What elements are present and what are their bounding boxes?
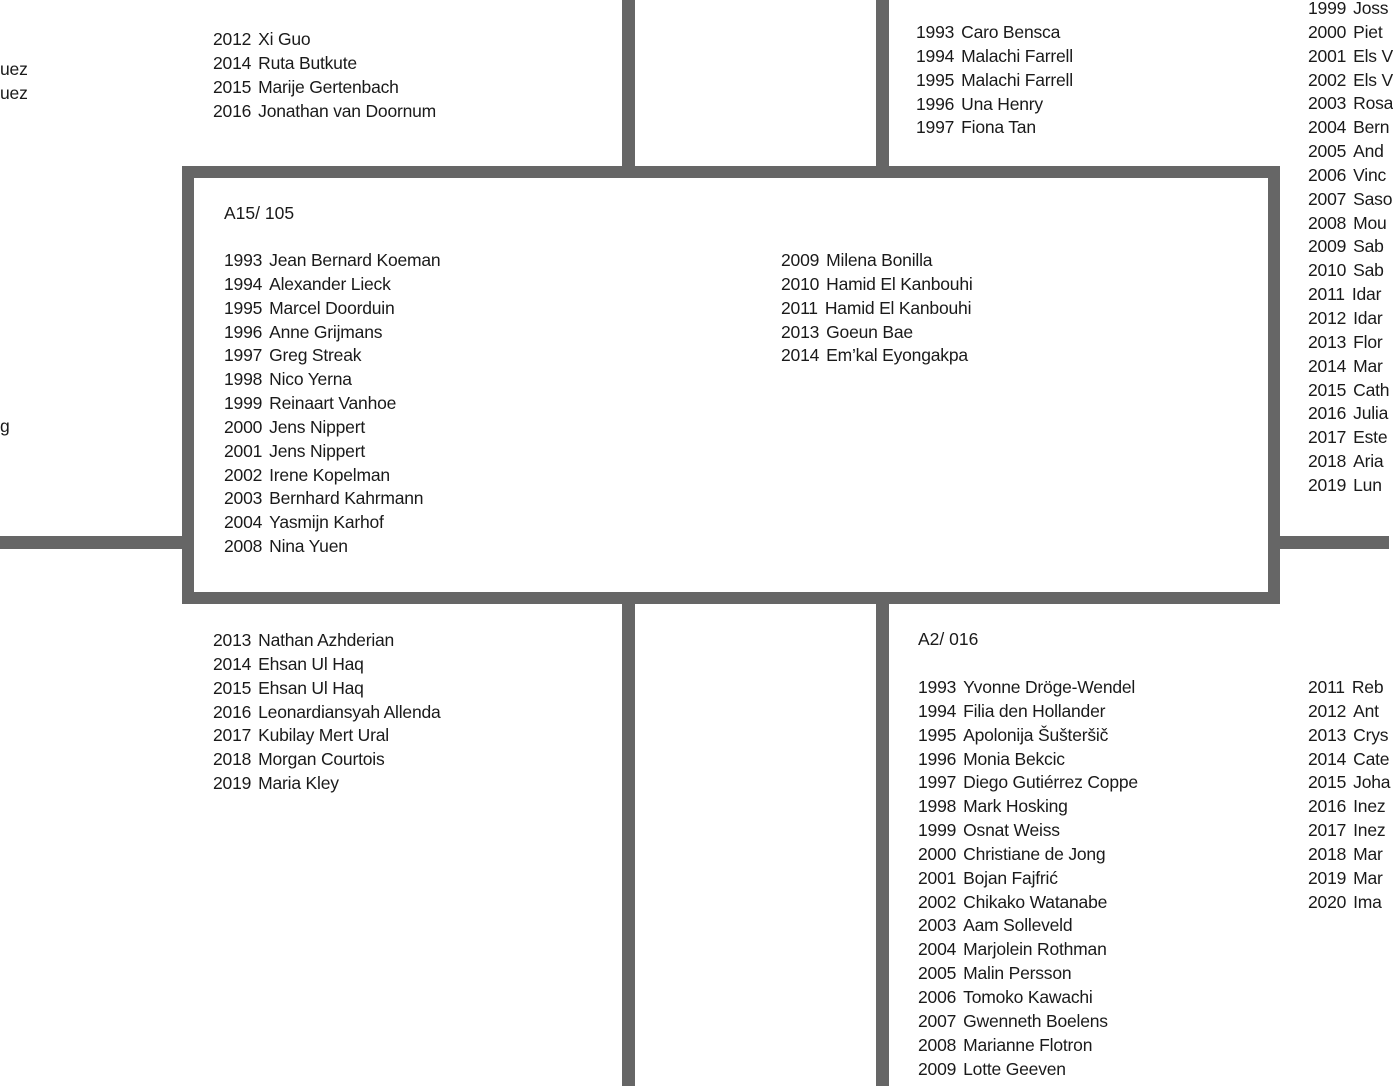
- list-entry: [918, 986, 1138, 1010]
- list-entry: [918, 771, 1138, 795]
- entry-name: Inez: [1353, 820, 1386, 841]
- entry-name: Inez: [1353, 796, 1386, 817]
- entry-name: Maria Kley: [258, 773, 339, 794]
- list-entry: [224, 440, 440, 464]
- list-entry: [213, 772, 441, 796]
- list-entry: [781, 249, 973, 273]
- list-entry: [918, 1010, 1138, 1034]
- entry-year: 2015: [1308, 379, 1347, 400]
- entry-year: 2004: [224, 512, 263, 533]
- entry-year: 2012: [1308, 700, 1347, 721]
- entry-year: 2003: [918, 915, 957, 936]
- list-entry: [213, 76, 436, 100]
- entry-year: 2004: [1308, 117, 1347, 138]
- entry-name: Kubilay Mert Ural: [258, 725, 389, 746]
- entry-name: Crys: [1353, 724, 1389, 745]
- entry-year: 2017: [213, 725, 252, 746]
- list-entry: [1308, 771, 1390, 795]
- wall-horizontal-right: [1272, 536, 1389, 549]
- entry-year: 2009: [918, 1058, 957, 1079]
- list-entry: [224, 297, 440, 321]
- list-entry: [1308, 450, 1393, 474]
- entry-name: Goeun Bae: [826, 321, 913, 342]
- entry-year: 2000: [918, 843, 957, 864]
- entry-name: Rosa: [1353, 93, 1393, 114]
- entry-year: 1998: [918, 796, 957, 817]
- entry-name: Lotte Geeven: [963, 1058, 1066, 1079]
- entry-name: Mar: [1353, 355, 1383, 376]
- list-entry: [224, 368, 440, 392]
- entry-name: Yasmijn Karhof: [269, 512, 384, 533]
- list-entry: [1308, 92, 1393, 116]
- entry-year: 2019: [1308, 474, 1347, 495]
- bottom-left-residents-list: [213, 629, 441, 796]
- entry-name: Reb: [1351, 677, 1384, 697]
- list-entry: [918, 748, 1138, 772]
- entry-name: Irene Kopelman: [269, 464, 390, 485]
- list-entry: [1308, 116, 1393, 140]
- list-entry: [918, 867, 1138, 891]
- entry-name: Aria: [1353, 451, 1384, 472]
- entry-year: 2013: [1308, 331, 1347, 352]
- entry-name: Xi Guo: [258, 29, 311, 49]
- list-entry: [224, 344, 440, 368]
- entry-year: 1995: [224, 297, 263, 318]
- entry-name: Bernhard Kahrmann: [269, 488, 424, 509]
- entry-year: 2011: [1308, 677, 1345, 697]
- list-entry: [918, 795, 1138, 819]
- entry-year: 2018: [213, 749, 252, 770]
- entry-year: 2002: [1308, 69, 1347, 90]
- list-entry: [1308, 69, 1393, 93]
- list-entry: [1308, 474, 1393, 498]
- entry-year: 2012: [1308, 307, 1347, 328]
- list-entry: [1308, 748, 1390, 772]
- top-right-residents-list: [1308, 0, 1393, 498]
- entry-year: 2006: [1308, 164, 1347, 185]
- list-entry: [1308, 843, 1390, 867]
- entry-name: Tomoko Kawachi: [963, 986, 1093, 1007]
- list-entry: [918, 1058, 1138, 1082]
- wall-horizontal-left: [0, 536, 190, 549]
- list-entry: [1308, 45, 1393, 69]
- entry-name: Nathan Azhderian: [258, 630, 395, 650]
- entry-year: 2012: [213, 29, 252, 49]
- list-entry: [916, 116, 1073, 140]
- list-entry: [1308, 795, 1390, 819]
- entry-year: 2001: [1308, 45, 1347, 66]
- entry-year: 2011: [1308, 284, 1345, 305]
- list-entry: [916, 21, 1073, 45]
- list-entry: [1308, 283, 1393, 307]
- entry-name: Ant: [1353, 700, 1379, 721]
- entry-name: Els V: [1353, 45, 1393, 66]
- entry-name: Ehsan Ul Haq: [258, 653, 364, 674]
- entry-name: Una Henry: [961, 93, 1043, 114]
- list-entry: [1308, 331, 1393, 355]
- list-entry: [224, 535, 440, 559]
- entry-year: 2016: [213, 100, 252, 121]
- list-entry: [918, 1034, 1138, 1058]
- list-entry: [918, 914, 1138, 938]
- entry-year: 2019: [213, 773, 252, 794]
- entry-year: 2006: [918, 986, 957, 1007]
- entry-year: 2008: [918, 1034, 957, 1055]
- entry-name: Piet: [1353, 21, 1383, 42]
- wall-vertical-bottom-left: [622, 596, 635, 1086]
- list-entry: [213, 677, 441, 701]
- entry-year: 2015: [213, 677, 252, 698]
- entry-year: 2002: [918, 891, 957, 912]
- list-entry: [224, 249, 440, 273]
- entry-year: 1994: [916, 45, 955, 66]
- room-a15-code: A15/ 105: [224, 203, 295, 223]
- entry-year: 2013: [781, 321, 820, 342]
- list-entry: [213, 28, 436, 52]
- entry-name: Malin Persson: [963, 963, 1072, 984]
- entry-year: 2009: [1308, 236, 1347, 257]
- entry-name: Gwenneth Boelens: [963, 1010, 1108, 1031]
- list-entry: [224, 464, 440, 488]
- entry-year: 1993: [918, 677, 957, 697]
- entry-year: 1996: [224, 321, 263, 342]
- entry-year: 2010: [781, 273, 820, 294]
- entry-year: 2018: [1308, 451, 1347, 472]
- entry-name: Sab: [1353, 236, 1384, 257]
- list-entry: [1308, 819, 1390, 843]
- list-entry: [1308, 724, 1390, 748]
- room-a15-list-column-1: [224, 249, 440, 559]
- entry-year: 2002: [224, 464, 263, 485]
- list-entry: [1308, 676, 1390, 700]
- entry-name: Ruta Butkute: [258, 52, 357, 73]
- entry-year: 2016: [1308, 403, 1347, 424]
- entry-year: 1995: [918, 724, 957, 745]
- entry-name: Christiane de Jong: [963, 843, 1106, 864]
- list-entry: [916, 93, 1073, 117]
- top-left-residents-list: [213, 28, 436, 123]
- list-entry: [918, 676, 1138, 700]
- entry-year: 2004: [918, 939, 957, 960]
- entry-name: Jean Bernard Koeman: [269, 250, 441, 270]
- entry-name: Filia den Hollander: [963, 700, 1106, 721]
- list-entry: [1308, 140, 1393, 164]
- entry-year: 2014: [213, 52, 252, 73]
- entry-name: Leonardiansyah Allenda: [258, 701, 441, 722]
- entry-year: 2014: [1308, 355, 1347, 376]
- entry-name: Jens Nippert: [269, 440, 365, 461]
- far-left-fragment: uez: [0, 59, 28, 79]
- list-entry: [1308, 259, 1393, 283]
- room-a15-list-column-2: [781, 249, 973, 368]
- entry-year: 2015: [1308, 772, 1347, 793]
- entry-name: Malachi Farrell: [961, 69, 1073, 90]
- room-a2-code: A2/ 016: [918, 629, 979, 649]
- entry-name: Milena Bonilla: [826, 250, 933, 270]
- entry-name: Apolonija Šušteršič: [963, 724, 1109, 745]
- entry-name: Vinc: [1353, 164, 1387, 185]
- entry-year: 2003: [224, 488, 263, 509]
- bottom-right-residents-list: [1308, 676, 1390, 914]
- entry-year: 1999: [224, 393, 263, 414]
- entry-name: Yvonne Dröge-Wendel: [963, 677, 1136, 697]
- entry-name: Morgan Courtois: [258, 749, 385, 770]
- entry-name: Joss: [1353, 0, 1389, 18]
- entry-name: Nico Yerna: [269, 369, 352, 390]
- entry-name: Cath: [1353, 379, 1390, 400]
- entry-name: Anne Grijmans: [269, 321, 383, 342]
- entry-year: 1999: [1308, 0, 1347, 18]
- list-entry: [781, 344, 973, 368]
- entry-year: 2013: [213, 630, 252, 650]
- entry-year: 2014: [781, 345, 820, 366]
- entry-name: Marcel Doorduin: [269, 297, 395, 318]
- list-entry: [1308, 402, 1393, 426]
- list-entry: [224, 487, 440, 511]
- list-entry: [781, 321, 973, 345]
- list-entry: [1308, 700, 1390, 724]
- list-entry: [918, 724, 1138, 748]
- entry-year: 2016: [213, 701, 252, 722]
- entry-name: Idar: [1353, 307, 1383, 328]
- entry-year: 2016: [1308, 796, 1347, 817]
- entry-name: Hamid El Kanbouhi: [826, 273, 973, 294]
- entry-name: Chikako Watanabe: [963, 891, 1108, 912]
- entry-name: Marjolein Rothman: [963, 939, 1107, 960]
- wall-vertical-top-right: [876, 0, 889, 166]
- far-left-fragment: g: [0, 416, 10, 436]
- entry-year: 2008: [1308, 212, 1347, 233]
- entry-name: Reinaart Vanhoe: [269, 393, 397, 414]
- entry-year: 2000: [224, 416, 263, 437]
- entry-name: Lun: [1353, 474, 1382, 495]
- entry-name: Monia Bekcic: [963, 748, 1065, 769]
- entry-year: 1997: [916, 117, 955, 138]
- list-entry: [224, 511, 440, 535]
- list-entry: [1308, 307, 1393, 331]
- entry-name: Mar: [1353, 867, 1383, 888]
- entry-name: Marije Gertenbach: [258, 76, 399, 97]
- entry-year: 2000: [1308, 21, 1347, 42]
- entry-year: 2011: [781, 297, 818, 318]
- entry-name: Caro Bensca: [961, 22, 1061, 42]
- list-entry: [1308, 235, 1393, 259]
- wall-vertical-bottom-right: [876, 596, 889, 1086]
- entry-name: Flor: [1353, 331, 1383, 352]
- list-entry: [1308, 379, 1393, 403]
- entry-year: 1997: [918, 772, 957, 793]
- entry-year: 1999: [918, 820, 957, 841]
- entry-year: 2013: [1308, 724, 1347, 745]
- entry-year: 2014: [1308, 748, 1347, 769]
- entry-name: Mou: [1353, 212, 1387, 233]
- entry-name: Fiona Tan: [961, 117, 1036, 138]
- entry-name: Marianne Flotron: [963, 1034, 1093, 1055]
- entry-name: Sab: [1353, 260, 1384, 281]
- entry-year: 1993: [224, 250, 263, 270]
- entry-name: And: [1353, 141, 1384, 162]
- list-entry: [918, 819, 1138, 843]
- wall-vertical-top-left: [622, 0, 635, 166]
- list-entry: [1308, 891, 1390, 915]
- room-a2-residents-list: [918, 676, 1138, 1081]
- entry-year: 2017: [1308, 820, 1347, 841]
- entry-name: Jens Nippert: [269, 416, 365, 437]
- list-entry: [918, 962, 1138, 986]
- entry-name: Aam Solleveld: [963, 915, 1073, 936]
- list-entry: [224, 273, 440, 297]
- entry-name: Mar: [1353, 843, 1383, 864]
- top-center-residents-list: [916, 21, 1073, 140]
- list-entry: [918, 843, 1138, 867]
- list-entry: [213, 653, 441, 677]
- list-entry: [213, 701, 441, 725]
- list-entry: [224, 321, 440, 345]
- list-entry: [918, 700, 1138, 724]
- entry-year: 2005: [1308, 141, 1347, 162]
- list-entry: [916, 45, 1073, 69]
- entry-year: 2009: [781, 250, 820, 270]
- list-entry: [1308, 426, 1393, 450]
- list-entry: [1308, 867, 1390, 891]
- list-entry: [781, 297, 973, 321]
- entry-year: 2001: [918, 867, 957, 888]
- list-entry: [213, 748, 441, 772]
- entry-year: 1994: [918, 700, 957, 721]
- list-entry: [213, 100, 436, 124]
- list-entry: [1308, 164, 1393, 188]
- entry-year: 2005: [918, 963, 957, 984]
- entry-name: Alexander Lieck: [269, 273, 391, 294]
- entry-name: Diego Gutiérrez Coppe: [963, 772, 1138, 793]
- entry-name: Jonathan van Doornum: [258, 100, 437, 121]
- entry-year: 2019: [1308, 867, 1347, 888]
- entry-name: Ima: [1353, 891, 1382, 912]
- entry-year: 2003: [1308, 93, 1347, 114]
- entry-name: Cate: [1353, 748, 1390, 769]
- entry-year: 1997: [224, 345, 263, 366]
- list-entry: [918, 891, 1138, 915]
- entry-year: 2001: [224, 440, 263, 461]
- list-entry: [213, 724, 441, 748]
- entry-name: Idar: [1351, 284, 1382, 305]
- entry-name: Bern: [1353, 117, 1390, 138]
- entry-year: 2018: [1308, 843, 1347, 864]
- entry-name: Nina Yuen: [269, 536, 348, 557]
- list-entry: [781, 273, 973, 297]
- entry-name: Joha: [1353, 772, 1391, 793]
- list-entry: [213, 629, 441, 653]
- entry-year: 1996: [916, 93, 955, 114]
- entry-name: Ehsan Ul Haq: [258, 677, 364, 698]
- list-entry: [224, 392, 440, 416]
- entry-name: Em’kal Eyongakpa: [826, 345, 968, 366]
- list-entry: [918, 938, 1138, 962]
- entry-year: 2014: [213, 653, 252, 674]
- entry-year: 2008: [224, 536, 263, 557]
- entry-year: 1998: [224, 369, 263, 390]
- entry-name: Este: [1353, 427, 1388, 448]
- entry-year: 1994: [224, 273, 263, 294]
- list-entry: [1308, 0, 1393, 21]
- entry-year: 1996: [918, 748, 957, 769]
- entry-year: 2017: [1308, 427, 1347, 448]
- list-entry: [1308, 188, 1393, 212]
- entry-name: Hamid El Kanbouhi: [824, 297, 972, 318]
- entry-name: Julia: [1353, 403, 1389, 424]
- entry-name: Saso: [1353, 188, 1393, 209]
- entry-year: 2007: [1308, 188, 1347, 209]
- entry-name: Bojan Fajfrić: [963, 867, 1058, 888]
- entry-name: Malachi Farrell: [961, 45, 1073, 66]
- entry-year: 2010: [1308, 260, 1347, 281]
- list-entry: [224, 416, 440, 440]
- entry-year: 2015: [213, 76, 252, 97]
- list-entry: [1308, 21, 1393, 45]
- entry-year: 1993: [916, 22, 955, 42]
- entry-name: Greg Streak: [269, 345, 362, 366]
- entry-name: Osnat Weiss: [963, 820, 1060, 841]
- list-entry: [1308, 212, 1393, 236]
- entry-name: Els V: [1353, 69, 1393, 90]
- list-entry: [1308, 355, 1393, 379]
- list-entry: [916, 69, 1073, 93]
- far-left-fragment: uez: [0, 83, 28, 103]
- entry-name: Mark Hosking: [963, 796, 1068, 817]
- entry-year: 2020: [1308, 891, 1347, 912]
- list-entry: [213, 52, 436, 76]
- entry-year: 1995: [916, 69, 955, 90]
- entry-year: 2007: [918, 1010, 957, 1031]
